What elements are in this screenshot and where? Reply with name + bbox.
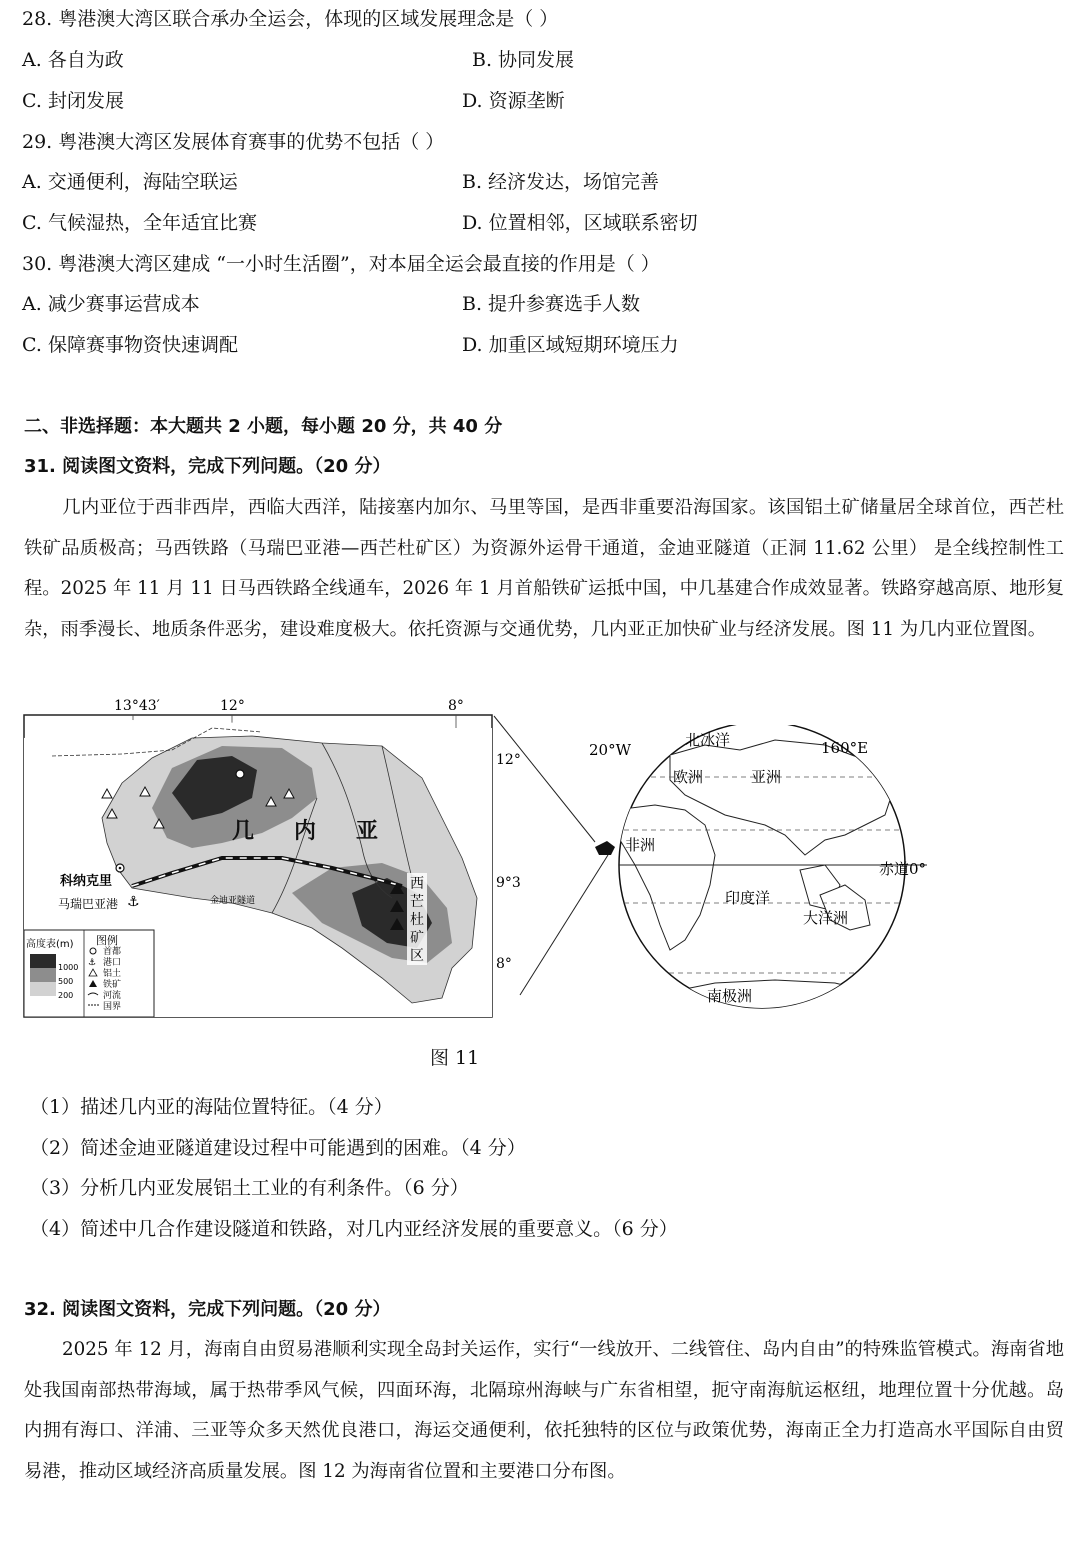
city-label: 科纳克里 [60,874,113,889]
q28-stem: 28. 粤港澳大湾区联合承办全运会，体现的区域发展理念是（ ） [22,8,559,30]
legend-item-bauxite: 铝土 [103,969,122,979]
q29-option-c: C. 气候湿热，全年适宜比赛 [22,212,257,234]
legend-item-river: 河流 [103,991,122,1001]
q28-option-b: B. 协同发展 [472,49,575,71]
lat-label-1: 12° [496,752,521,768]
q30-option-d: D. 加重区域短期环境压力 [462,334,679,356]
mine-char-1: 西 [410,876,424,892]
world-globe [575,725,955,1015]
legend-height-title: 高度表(m) [26,939,74,950]
section-2-heading: 二、非选择题：本大题共 2 小题，每小题 20 分，共 40 分 [24,416,503,437]
mine-char-3: 杜 [410,912,424,928]
label-asia: 亚洲 [751,768,782,786]
lon-label-2: 12° [220,698,245,714]
legend-item-port: 港口 [103,958,122,968]
globe-lon-right: 160°E [821,739,869,757]
tunnel-label: 金迪亚隧道 [210,896,256,906]
mine-char-2: 芒 [410,894,424,910]
label-antarctica: 南极洲 [707,987,753,1005]
legend-item-iron: 铁矿 [103,980,122,990]
mine-char-4: 矿 [410,930,424,946]
q31-paragraph [24,488,1064,650]
legend-height-500: 500 [58,977,74,986]
legend-title: 图例 [96,934,118,947]
legend-item-border: 国界 [103,1002,122,1012]
q29-option-a: A. 交通便利，海陆空联运 [22,171,238,193]
map-legend [24,930,154,1017]
q28-option-a: A. 各自为政 [22,49,124,71]
legend-height-200: 200 [58,991,74,1000]
q28-option-d: D. 资源垄断 [462,90,565,112]
q30-option-a: A. 减少赛事运营成本 [22,293,200,315]
q31-text: 几内亚位于西非西岸，西临大西洋，陆接塞内加尔、马里等国，是西非重要沿海国家。该国铝土矿储量居全球首位，西芒杜铁矿品质极高；马西铁路（马瑞巴亚港—西芒杜矿区）为资源外运骨干通道，金迪亚隧道（正洞 11.62 公里） 是全线控制性工程。2025 年 11 月 11 日马西铁路全线通车，2026 年 1 月首船铁矿运抵中国，中几基建合作成效显著。铁路穿越高原、地形复杂，雨季漫长、地质条件恶劣，建设难度极大。依托资源与交通优势，几内亚正加快矿业与经济发展。图 11 为几内亚位置图。 [24,497,1064,640]
globe-equator-label: 赤道0° [879,860,927,878]
lat-label-3: 8° [496,956,512,972]
q30-stem: 30. 粤港澳大湾区建成 “一小时生活圈”，对本届全运会最直接的作用是（ ） [22,253,660,275]
label-africa: 非洲 [625,836,656,854]
q29-option-d: D. 位置相邻，区域联系密切 [462,212,698,234]
figure-11-caption: 图 11 [430,1047,480,1069]
country-char-1: 几 [232,818,255,844]
lon-label-3: 8° [448,698,464,714]
q28-option-c: C. 封闭发展 [22,90,124,112]
label-arctic-ocean: 北冰洋 [685,731,731,749]
q29-stem: 29. 粤港澳大湾区发展体育赛事的优势不包括（ ） [22,131,445,153]
q31-sub-1: （1）描述几内亚的海陆位置特征。（4 分） [30,1096,393,1118]
q31-sub-4: （4）简述中几合作建设隧道和铁路，对几内亚经济发展的重要意义。（6 分） [30,1218,678,1240]
lat-label-2: 9°3 [496,875,521,891]
country-char-2: 内 [294,818,317,844]
guinea-map [22,698,522,1023]
q32-paragraph [24,1330,1064,1492]
lon-label-1: 13°43′ [114,698,160,714]
label-oceania: 大洋洲 [803,909,849,927]
q31-sub-3: （3）分析几内亚发展铝土工业的有利条件。（6 分） [30,1177,469,1199]
q30-option-b: B. 提升参赛选手人数 [462,293,641,315]
q31-title: 31. 阅读图文资料，完成下列问题。（20 分） [24,456,391,477]
label-indian-ocean: 印度洋 [725,889,771,907]
legend-item-capital: 首都 [103,947,122,957]
q29-option-b: B. 经济发达，场馆完善 [462,171,660,193]
q32-text: 2025 年 12 月，海南自由贸易港顺利实现全岛封关运作，实行“一线放开、二线管住、岛内自由”的特殊监管模式。海南省地处我国南部热带海域，属于热带季风气候，四面环海，北隔琼州海峡与广东省相望，扼守南海航运枢纽，地理位置十分优越。岛内拥有海口、洋浦、三亚等众多天然优良港口，海运交通便利，依托独特的区位与政策优势，海南正全力打造高水平国际自由贸易港，推动区域经济高质量发展。图 12 为海南省位置和主要港口分布图。 [24,1339,1064,1482]
legend-anchor-icon: ⚓ [88,958,97,968]
label-europe: 欧洲 [673,768,704,786]
q31-sub-2: （2）简述金迪亚隧道建设过程中可能遇到的困难。（4 分） [30,1137,526,1159]
country-char-3: 亚 [356,818,379,844]
anchor-icon: ⚓ [127,894,140,910]
q30-option-c: C. 保障赛事物资快速调配 [22,334,238,356]
q32-title: 32. 阅读图文资料，完成下列问题。（20 分） [24,1299,391,1320]
mine-char-5: 区 [410,948,424,964]
port-label: 马瑞巴亚港 [58,897,119,911]
globe-lon-left: 20°W [589,741,632,759]
legend-height-1000: 1000 [58,963,79,972]
